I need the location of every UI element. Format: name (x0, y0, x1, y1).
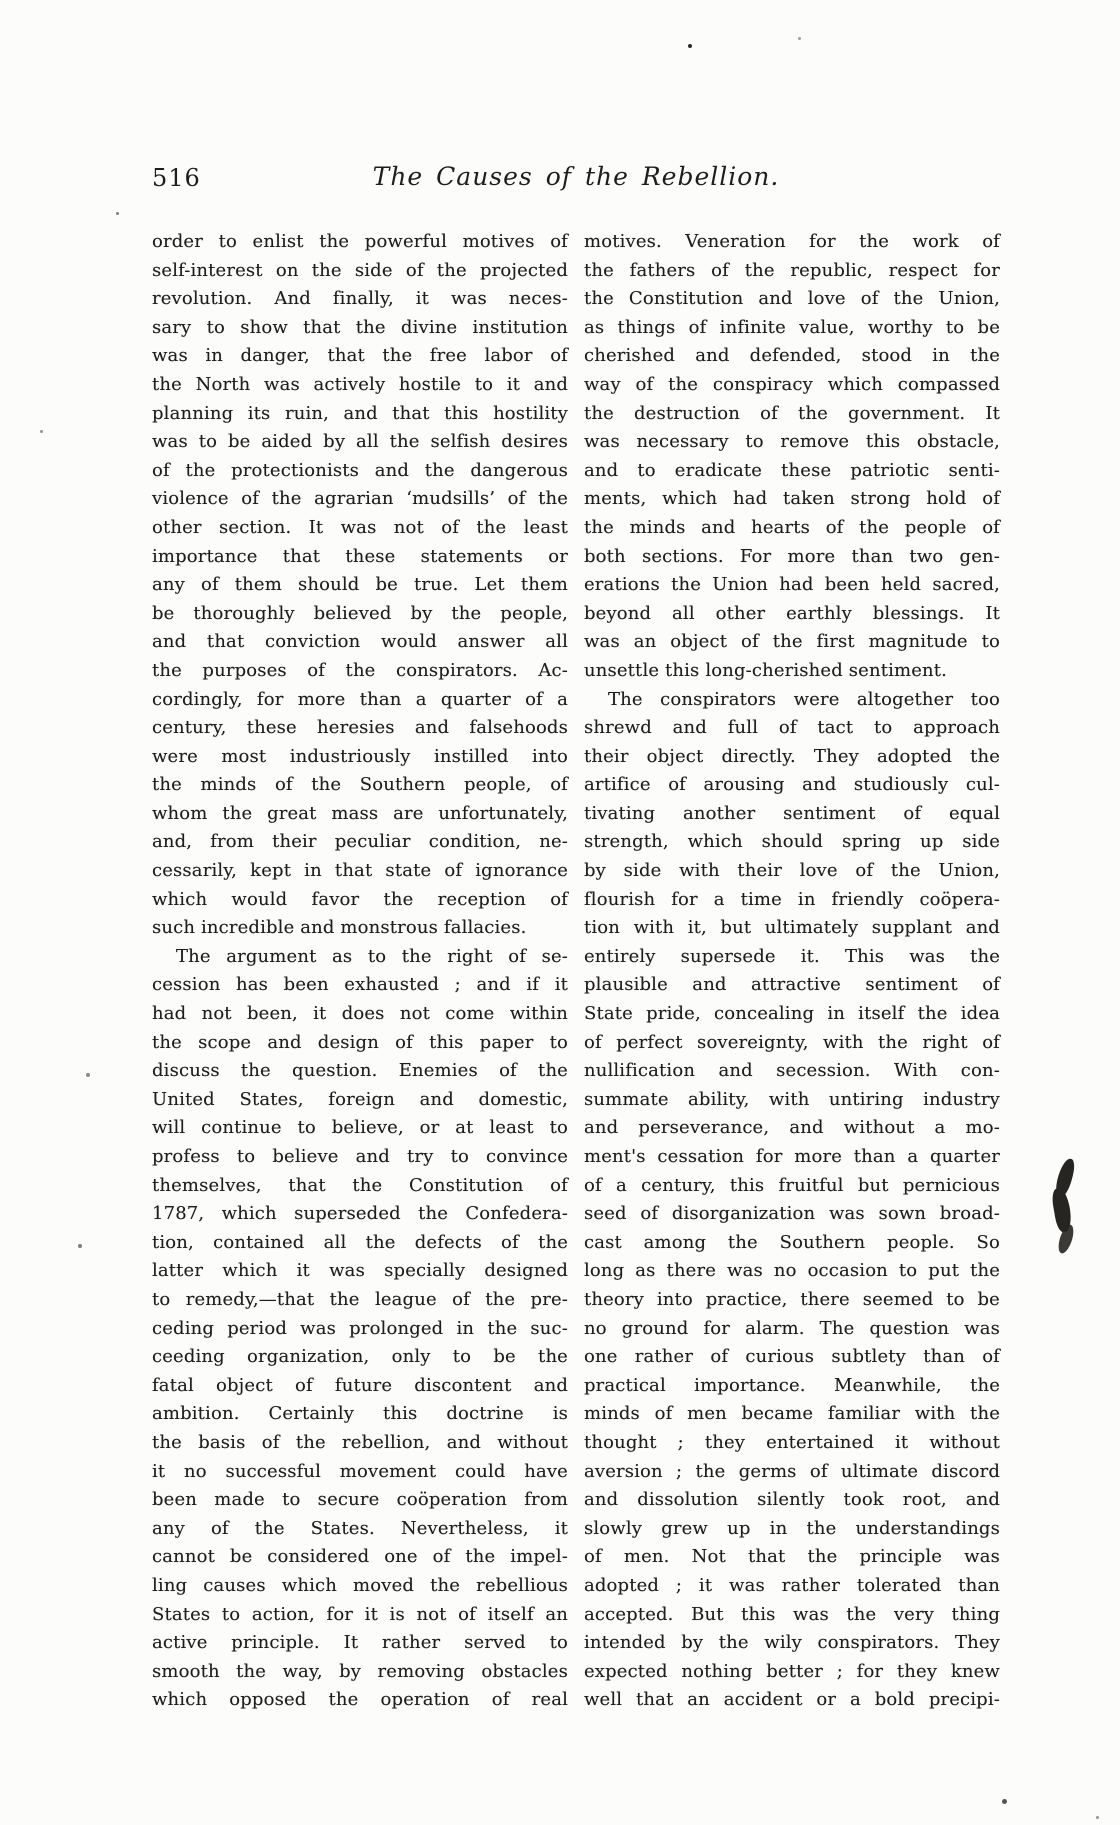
text-line: plausible and attractive sentiment of (584, 974, 1000, 996)
text-line: and dissolution silently took root, and (584, 1489, 1000, 1511)
text-line: self-interest on the side of the projected (152, 259, 568, 281)
text-line: long as there was no occasion to put the (584, 1260, 1000, 1282)
text-line: century, these heresies and falsehoods (152, 717, 568, 739)
text-line: importance that these statements or (152, 545, 568, 567)
text-line: cannot be considered one of the impel- (152, 1546, 568, 1568)
text-line: any of them should be true. Let them (152, 574, 568, 596)
text-line: the minds of the Southern people, of (152, 774, 568, 796)
text-line: shrewd and full of tact to approach (584, 717, 1000, 739)
text-line: of perfect sovereignty, with the right of (584, 1031, 1000, 1053)
text-line: thought ; they entertained it without (584, 1431, 1000, 1453)
left-column (152, 228, 568, 1715)
text-line: cast among the Southern people. So (584, 1231, 1000, 1253)
text-line: active principle. It rather served to (152, 1632, 568, 1654)
text-line: State pride, concealing in itself the idea (584, 1003, 1000, 1025)
scan-speck (1002, 1799, 1007, 1804)
page-header (152, 160, 1000, 202)
text-line: the scope and design of this paper to (152, 1031, 568, 1053)
text-line: their object directly. They adopted the (584, 745, 1000, 767)
text-line: smooth the way, by removing obstacles (152, 1660, 568, 1682)
text-line: expected nothing better ; for they knew (584, 1660, 1000, 1682)
scan-speck (78, 1244, 82, 1248)
text-line: ling causes which moved the rebellious (152, 1574, 568, 1596)
text-line: by side with their love of the Union, (584, 860, 1000, 882)
text-line: ambition. Certainly this doctrine is (152, 1403, 568, 1425)
text-line: the destruction of the government. It (584, 402, 1000, 424)
text-line: ceding period was prolonged in the suc- (152, 1317, 568, 1339)
text-line: was to be aided by all the selfish desires (152, 431, 568, 453)
text-line: erations the Union had been held sacred, (584, 574, 1000, 596)
text-line: intended by the wily conspirators. They (584, 1632, 1000, 1654)
text-line: which would favor the reception of (152, 888, 568, 910)
page-number: 516 (152, 164, 201, 192)
text-line: ceeding organization, only to be the (152, 1346, 568, 1368)
text-line: planning its ruin, and that this hostility (152, 402, 568, 424)
text-line: and perseverance, and without a mo- (584, 1117, 1000, 1139)
text-line: sary to show that the divine institution (152, 316, 568, 338)
text-line: 1787, which superseded the Confedera- (152, 1203, 568, 1225)
text-line: ment's cessation for more than a quarter (584, 1146, 1000, 1167)
scan-speck (116, 212, 119, 215)
text-line: and to eradicate these patriotic senti- (584, 459, 1000, 481)
text-line: such incredible and monstrous fallacies. (152, 917, 527, 939)
text-line: of a century, this fruitful but pernicious (584, 1174, 1000, 1196)
text-line: the fathers of the republic, respect for (584, 259, 1000, 281)
text-line: been made to secure coöperation from (152, 1489, 568, 1511)
right-column (584, 228, 1000, 1715)
text-line: both sections. For more than two gen- (584, 545, 1000, 567)
text-line: of the protectionists and the dangerous (152, 459, 568, 481)
text-line: had not been, it does not come within (152, 1003, 568, 1025)
scan-speck (798, 37, 801, 40)
text-line: whom the great mass are unfortunately, (152, 802, 568, 824)
text-line: tion, contained all the defects of the (152, 1231, 568, 1253)
text-line: themselves, that the Constitution of (152, 1174, 568, 1196)
text-line: beyond all other earthly blessings. It (584, 602, 1000, 624)
text-line: will continue to believe, or at least to (152, 1117, 568, 1139)
text-block (152, 228, 1000, 1715)
text-line: tion with it, but ultimately supplant and (584, 917, 1000, 939)
text-line: way of the conspiracy which compassed (584, 373, 1000, 395)
text-line: cherished and defended, stood in the (584, 345, 1000, 367)
text-line: cessarily, kept in that state of ignorance (152, 860, 568, 882)
text-line: be thoroughly believed by the people, (152, 602, 568, 624)
ink-smudge (1050, 1158, 1080, 1254)
text-line: The argument as to the right of se- (176, 945, 568, 967)
text-line: flourish for a time in friendly coöpera- (584, 888, 1000, 910)
text-line: which opposed the operation of real (152, 1689, 568, 1711)
scan-speck (688, 44, 692, 48)
text-line: unsettle this long-cherished sentiment. (584, 659, 948, 681)
text-line: motives. Veneration for the work of (584, 231, 1000, 252)
text-line: profess to believe and try to convince (152, 1146, 568, 1167)
text-line: was necessary to remove this obstacle, (584, 431, 1000, 453)
text-line: entirely supersede it. This was the (584, 945, 1000, 967)
text-line: States to action, for it is not of itself an (152, 1603, 568, 1625)
text-line: to remedy,—that the league of the pre- (152, 1288, 568, 1310)
text-line: theory into practice, there seemed to be (584, 1288, 1000, 1310)
text-line: one rather of curious subtlety than of (584, 1346, 1000, 1368)
text-line: strength, which should spring up side (584, 831, 1000, 853)
text-line: seed of disorganization was sown broad- (584, 1203, 1000, 1225)
text-line: adopted ; it was rather tolerated than (584, 1574, 1000, 1596)
text-line: artifice of arousing and studiously cul- (584, 774, 1000, 796)
text-line: the minds and hearts of the people of (584, 516, 1000, 538)
running-title: The Causes of the Rebellion. (372, 162, 780, 191)
text-line: as things of infinite value, worthy to be (584, 316, 1000, 338)
text-line: of men. Not that the principle was (584, 1546, 1000, 1568)
text-line: practical importance. Meanwhile, the (584, 1374, 1000, 1396)
scan-speck (40, 430, 43, 433)
text-line: and that conviction would answer all (152, 631, 568, 653)
text-line: it no successful movement could have (152, 1460, 568, 1482)
text-line: well that an accident or a bold precipi- (584, 1689, 1000, 1711)
text-line: cordingly, for more than a quarter of a (152, 688, 568, 710)
text-line: summate ability, with untiring industry (584, 1088, 1000, 1110)
text-line: and, from their peculiar condition, ne- (152, 831, 568, 853)
text-line: cession has been exhausted ; and if it (152, 974, 568, 996)
text-line: no ground for alarm. The question was (584, 1317, 1000, 1339)
text-line: slowly grew up in the understandings (584, 1517, 1000, 1539)
text-line: fatal object of future discontent and (152, 1374, 568, 1396)
text-line: revolution. And finally, it was neces- (152, 288, 568, 310)
text-line: United States, foreign and domestic, (152, 1088, 568, 1110)
text-line: the purposes of the conspirators. Ac- (152, 659, 568, 681)
text-line: was in danger, that the free labor of (152, 345, 568, 367)
text-line: aversion ; the germs of ultimate discord (584, 1460, 1000, 1482)
text-line: was an object of the first magnitude to (584, 631, 1000, 653)
text-line: were most industriously instilled into (152, 745, 568, 767)
text-line: discuss the question. Enemies of the (152, 1060, 568, 1082)
text-line: The conspirators were altogether too (608, 688, 1000, 710)
text-line: any of the States. Nevertheless, it (152, 1517, 568, 1539)
text-line: violence of the agrarian ‘mudsills’ of the (152, 488, 568, 510)
text-line: tivating another sentiment of equal (584, 802, 1000, 824)
text-line: latter which it was specially designed (152, 1260, 568, 1282)
scan-speck (1096, 1816, 1099, 1819)
text-line: minds of men became familiar with the (584, 1403, 1000, 1425)
text-line: ments, which had taken strong hold of (584, 488, 1000, 510)
text-line: order to enlist the powerful motives of (152, 231, 568, 252)
scan-speck (86, 1073, 90, 1077)
text-line: the basis of the rebellion, and without (152, 1431, 568, 1453)
text-line: accepted. But this was the very thing (584, 1603, 1000, 1625)
text-line: other section. It was not of the least (152, 516, 568, 538)
text-line: the North was actively hostile to it and (152, 373, 568, 395)
text-line: the Constitution and love of the Union, (584, 288, 1000, 310)
text-line: nullification and secession. With con- (584, 1060, 1000, 1082)
